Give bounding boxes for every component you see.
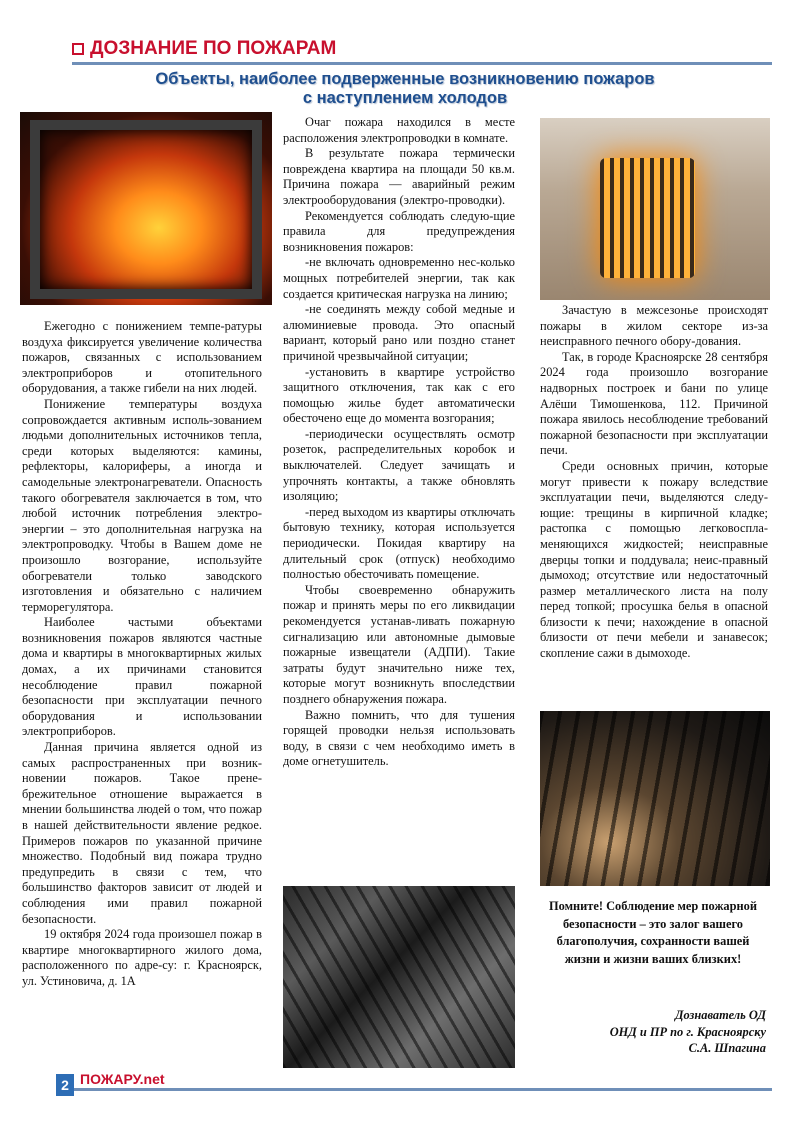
burning-heater-photo — [540, 118, 770, 300]
paragraph: Среди основных причин, которые могут привести к пожару вследствие эксплуатации печи, выделяются следу-ющие: трещины в кирпичной кладке; растопка с помощью легковоспла-меняющихся жидкостей; неисправные дверцы топки и поддувала; неис-правный дымоход; отсутствие или недостаточный размер металлического листа на полу перед топкой; просушка белья в опасной близости к печи; нахождение в опасной близости от печи мебели и занавесок; скопление сажи в дымоходе. — [540, 458, 768, 661]
paragraph: Данная причина является одной из самых распространенных при возник-новении пожаров. Такое пренe-брежительное отношение выражается в мнении большинства людей о том, что пожар в нашей действительности явление редкое. Примеров пожаров по указанной причине множество. Подобный вид пожара трудно предупредить в связи с тем, что большинство факторов зависит от людей и соблюдения ими правил пожарной безопасности. — [22, 740, 262, 926]
paragraph: Понижение температуры воздуха сопровождается активным исполь-зованием людьми дополнительных источников тепла, среди которых выделяются: камины, рефлекторы, калориферы, а иногда и самодельные электронагреватели. Опасность такого обогревателя заключается в том, что любой источник потребления электро-энергии – это дополнительная нагрузка на электропроводку. Чтобы в Вашем доме не произошло возгорание, используйте обогреватели только заводского изготовления и обязательно с наличием терморегулятора. — [22, 396, 262, 614]
paragraph: Очаг пожара находился в месте расположения электропроводки в комнате. — [283, 115, 515, 145]
footer-divider — [72, 1088, 772, 1091]
paragraph: Зачастую в межсезонье происходят пожары в жилом секторе из-за неисправного печного обору-дования. — [540, 303, 768, 349]
article-title-line2: с наступлением холодов — [302, 89, 508, 107]
paragraph: Так, в городе Красноярске 28 сентября 2024 года произошло возгорание надворных построек и бани по улице Алёши Тимошенкова, 112. Причиной пожара явилось несоблюдение требований пожарной безопасности при эксплуатации печи. — [540, 349, 768, 458]
paragraph: В результате пожара термически повреждена квартира на площади 50 кв.м. Причина пожара — аварийный режим электрооборудования (электро-проводки). — [283, 146, 515, 207]
signature-department: ОНД и ПР по г. Красноярску — [609, 1024, 766, 1039]
section-header — [72, 38, 336, 60]
paragraph: -перед выходом из квартиры отключать бытовую технику, которая используется периодически. Покидая квартиру на длительный срок (отпуск) необходимо полностью обесточивать помещение. — [283, 504, 515, 582]
safety-reminder: Помните! Соблюдение мер пожарной безопасности – это залог вашего благополучия, сохранности вашей жизни и жизни ваших близких! — [548, 899, 757, 966]
paragraph: Наиболее частыми объектами возникновения пожаров являются частные дома и квартиры в многоквартирных жилых домах, а их причинами становится несоблюдение правил пожарной безопасности при эксплуатации печного оборудования и использовании электроприборов. — [22, 615, 262, 739]
header-divider — [72, 62, 772, 65]
paragraph: -установить в квартире устройство защитного отключения, так как с его помощью жилье будет автоматически обесточено еще до момента возгорания; — [283, 364, 515, 426]
author-signature — [540, 1007, 766, 1057]
paragraph: -не включать одновременно нес-колько мощных потребителей энергии, так как создается критическая нагрузка на линию; — [283, 255, 515, 301]
paragraph: -периодически осуществлять осмотр розеток, распределительных коробок и выключателей. Следует зачищать и упрочнять контакты, а также обновлять изоляцию; — [283, 426, 515, 504]
page-number: 2 — [56, 1074, 74, 1096]
signature-title: Дознаватель ОД — [675, 1008, 766, 1022]
paragraph: Рекомендуется соблюдать следую-щие правила для предупреждения возникновения пожаров: — [283, 208, 515, 254]
footer-brand: ПОЖАРУ.net — [80, 1071, 165, 1087]
paragraph: Ежегодно с понижением темпе-ратуры воздуха фиксируется увеличение количества пожаров, связанных с использованием электроприборов и отопительного оборудования, а также гибели на них людей. — [22, 319, 262, 396]
article-title-line1: Объекты, наиболее подверженные возникновению пожаров — [155, 70, 655, 88]
article-title — [100, 70, 710, 108]
fireplace-photo — [20, 112, 272, 305]
checkbox-square-icon — [72, 43, 84, 55]
signature-name: С.А. Шпагина — [688, 1041, 766, 1055]
paragraph: -не соединять между собой медные и алюминиевые провода. Это опасный вариант, который рано или поздно станет причиной чрезвычайной ситуации; — [283, 302, 515, 363]
text-column-1 — [22, 319, 262, 990]
burned-building-photo — [540, 711, 770, 886]
text-column-3 — [540, 303, 768, 662]
paragraph: Важно помнить, что для тушения горящей проводки нельзя использовать воду, в связи с чем необходимо иметь в доме огнетушитель. — [283, 707, 515, 769]
paragraph: 19 октября 2024 года произошел пожар в квартире многоквартирного жилого дома, расположенного по адре-су: г. Красноярск, ул. Устиновича, д. 1А — [22, 927, 262, 988]
burned-room-photo — [283, 886, 515, 1068]
section-title: ДОЗНАНИЕ ПО ПОЖАРАМ — [90, 38, 337, 59]
text-column-2 — [283, 115, 515, 770]
paragraph: Чтобы своевременно обнаружить пожар и принять меры по его ликвидации рекомендуется устанав-ливать пожарную сигнализацию или автономные дымовые пожарные извещатели (АДПИ). Такие затраты будут значительно ниже тех, которые могут возникнуть впоследствии позднего обнаружения пожара. — [283, 582, 515, 706]
